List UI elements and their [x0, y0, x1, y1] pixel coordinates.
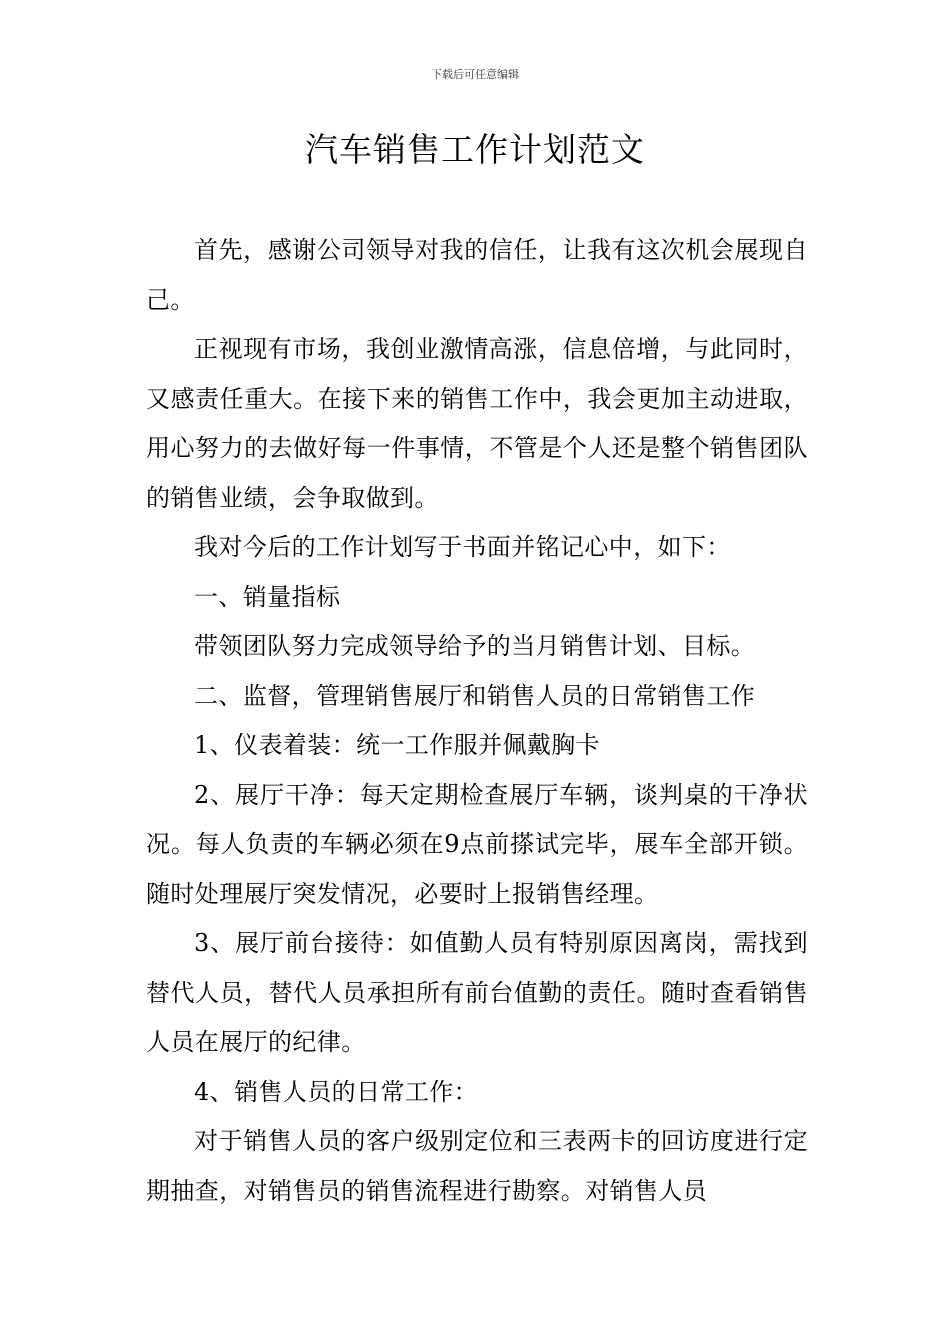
paragraph: 带领团队努力完成领导给予的当月销售计划、目标。: [194, 632, 756, 660]
header-note: 下载后可任意编辑: [431, 68, 519, 81]
paragraph: 我对今后的工作计划写于书面并铭记心中，如下：: [194, 533, 731, 561]
list-item: 2、展厅干净：每天定期检查展厅车辆，谈判桌的干净状况。每人负责的车辆必须在9点前搽试完毕，展车全部开锁。随时处理展厅突发情况，必要时上报销售经理。: [146, 780, 808, 908]
section-heading: 一、销量指标: [194, 582, 341, 611]
paragraph: 正视现有市场，我创业激情高涨，信息倍增，与此同时，又感责任重大。在接下来的销售工作中，我会更加主动进取，用心努力的去做好每一件事情，不管是个人还是整个销售团队的销售业绩，会争取做到。: [146, 335, 808, 512]
list-item: 4、销售人员的日常工作：: [194, 1077, 479, 1106]
document-title: 汽车销售工作计划范文: [305, 130, 645, 169]
document-body: [146, 226, 808, 1216]
section-heading: 二、监督，管理销售展厅和销售人员的日常销售工作: [194, 681, 756, 710]
list-item: 1、仪表着装：统一工作服并佩戴胸卡: [194, 731, 601, 759]
paragraph: 首先，感谢公司领导对我的信任，让我有这次机会展现自己。: [146, 236, 808, 314]
paragraph: 对于销售人员的客户级别定位和三表两卡的回访度进行定期抽查，对销售员的销售流程进行勘察。对销售人员: [146, 1127, 808, 1205]
list-item: 3、展厅前台接待：如值勤人员有特别原因离岗，需找到替代人员，替代人员承担所有前台值勤的责任。随时查看销售人员在展厅的纪律。: [146, 929, 808, 1056]
